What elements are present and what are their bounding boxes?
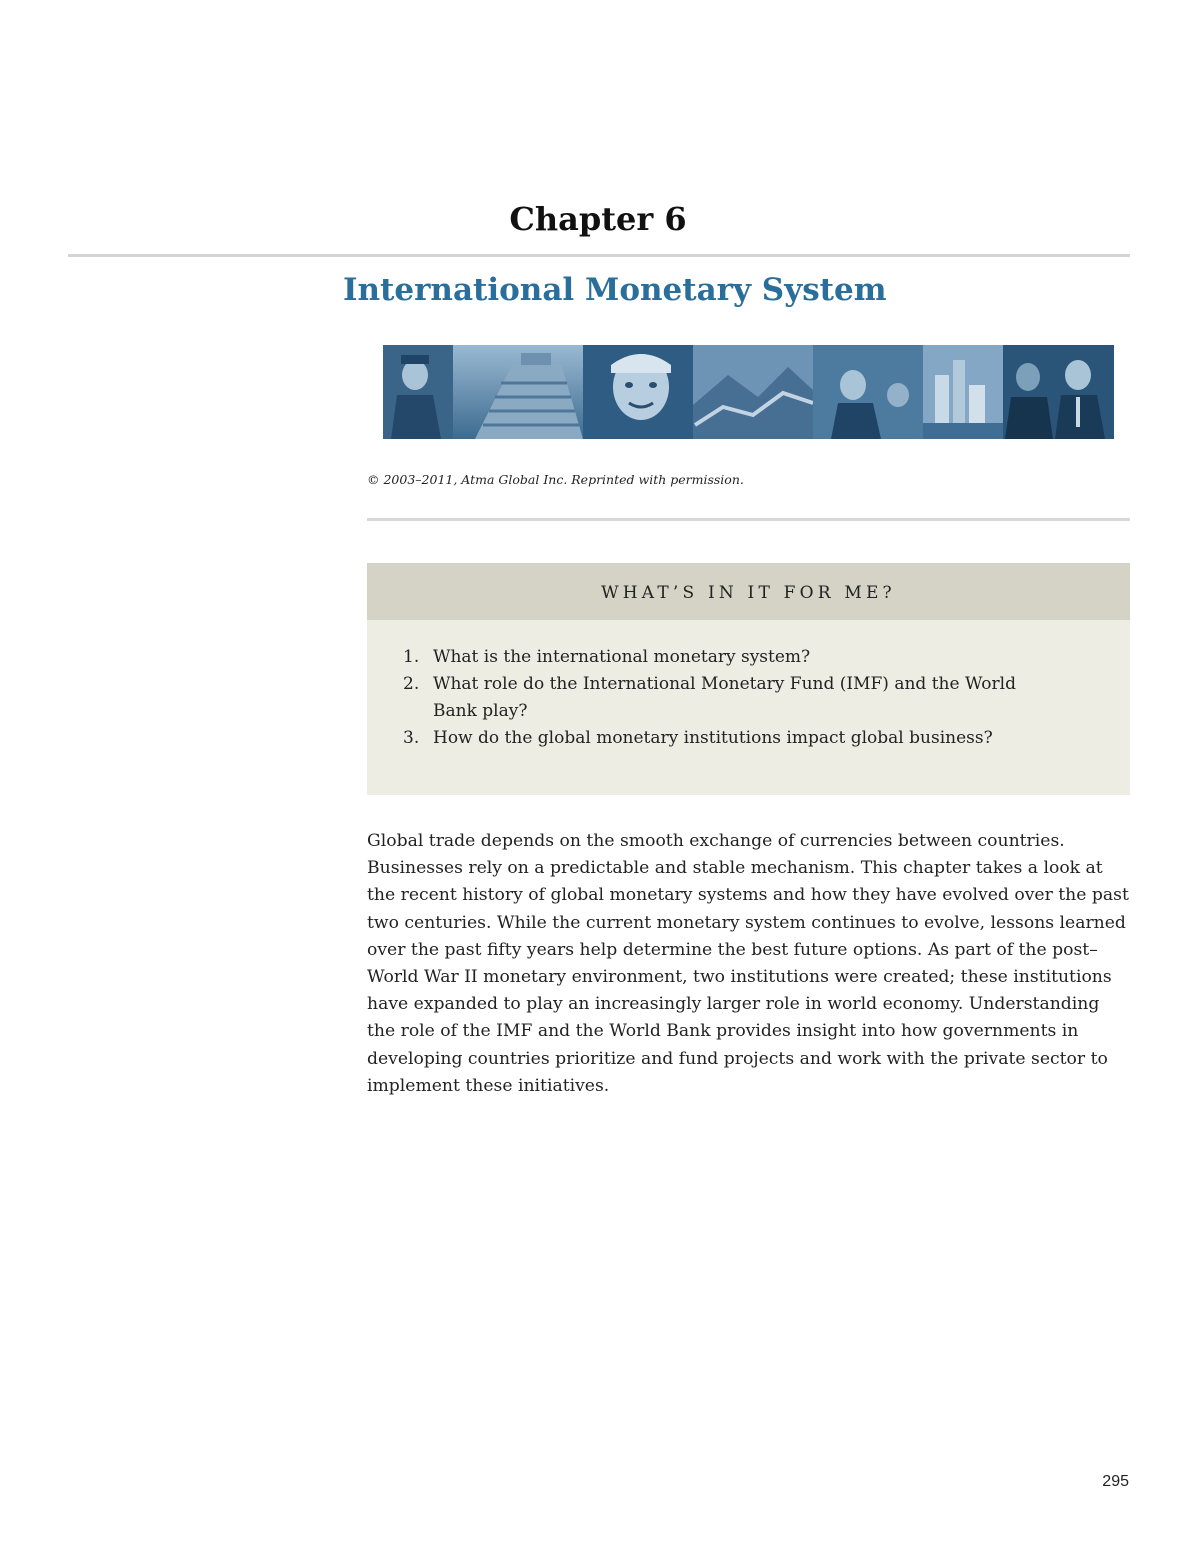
section-divider <box>367 518 1130 521</box>
banner-image <box>383 345 1114 439</box>
list-text: What role do the International Monetary Fund (IMF) and the World Bank play? <box>433 674 1016 721</box>
list-item <box>367 671 1053 725</box>
page-number: 295 <box>1102 1473 1129 1490</box>
chapter-label: Chapter 6 <box>509 200 687 238</box>
objectives-list <box>367 620 1130 752</box>
chapter-title: International Monetary System <box>343 272 887 308</box>
list-text: How do the global monetary institutions impact global business? <box>433 728 993 748</box>
list-number: 1. <box>403 647 420 667</box>
intro-paragraph: Global trade depends on the smooth exchange of currencies between countries. Businesses rely on a predictable and stable mechanism. This chapter takes a look at the recent history of global monetary systems and how they have evolved over the past two centuries. While the current monetary system continues to evolve, lessons learned over the past fifty years help determine the best future options. As part of the post–World War II monetary environment, two institutions were created; these institutions have expanded to play an increasingly larger role in world economy. Understanding the role of the IMF and the World Bank provides insight into how governments in developing countries prioritize and fund projects and work with the private sector to implement these initiatives. <box>367 831 1129 1096</box>
box-heading: WHAT’S IN IT FOR ME? <box>367 563 1130 620</box>
list-text: What is the international monetary system? <box>433 647 811 667</box>
list-item <box>367 725 1053 752</box>
list-number: 3. <box>403 728 420 748</box>
list-item <box>367 644 1053 671</box>
list-number: 2. <box>403 674 420 694</box>
top-divider <box>68 254 1130 257</box>
whats-in-it-box <box>367 563 1130 795</box>
image-credit: © 2003–2011, Atma Global Inc. Reprinted with permission. <box>367 472 744 487</box>
